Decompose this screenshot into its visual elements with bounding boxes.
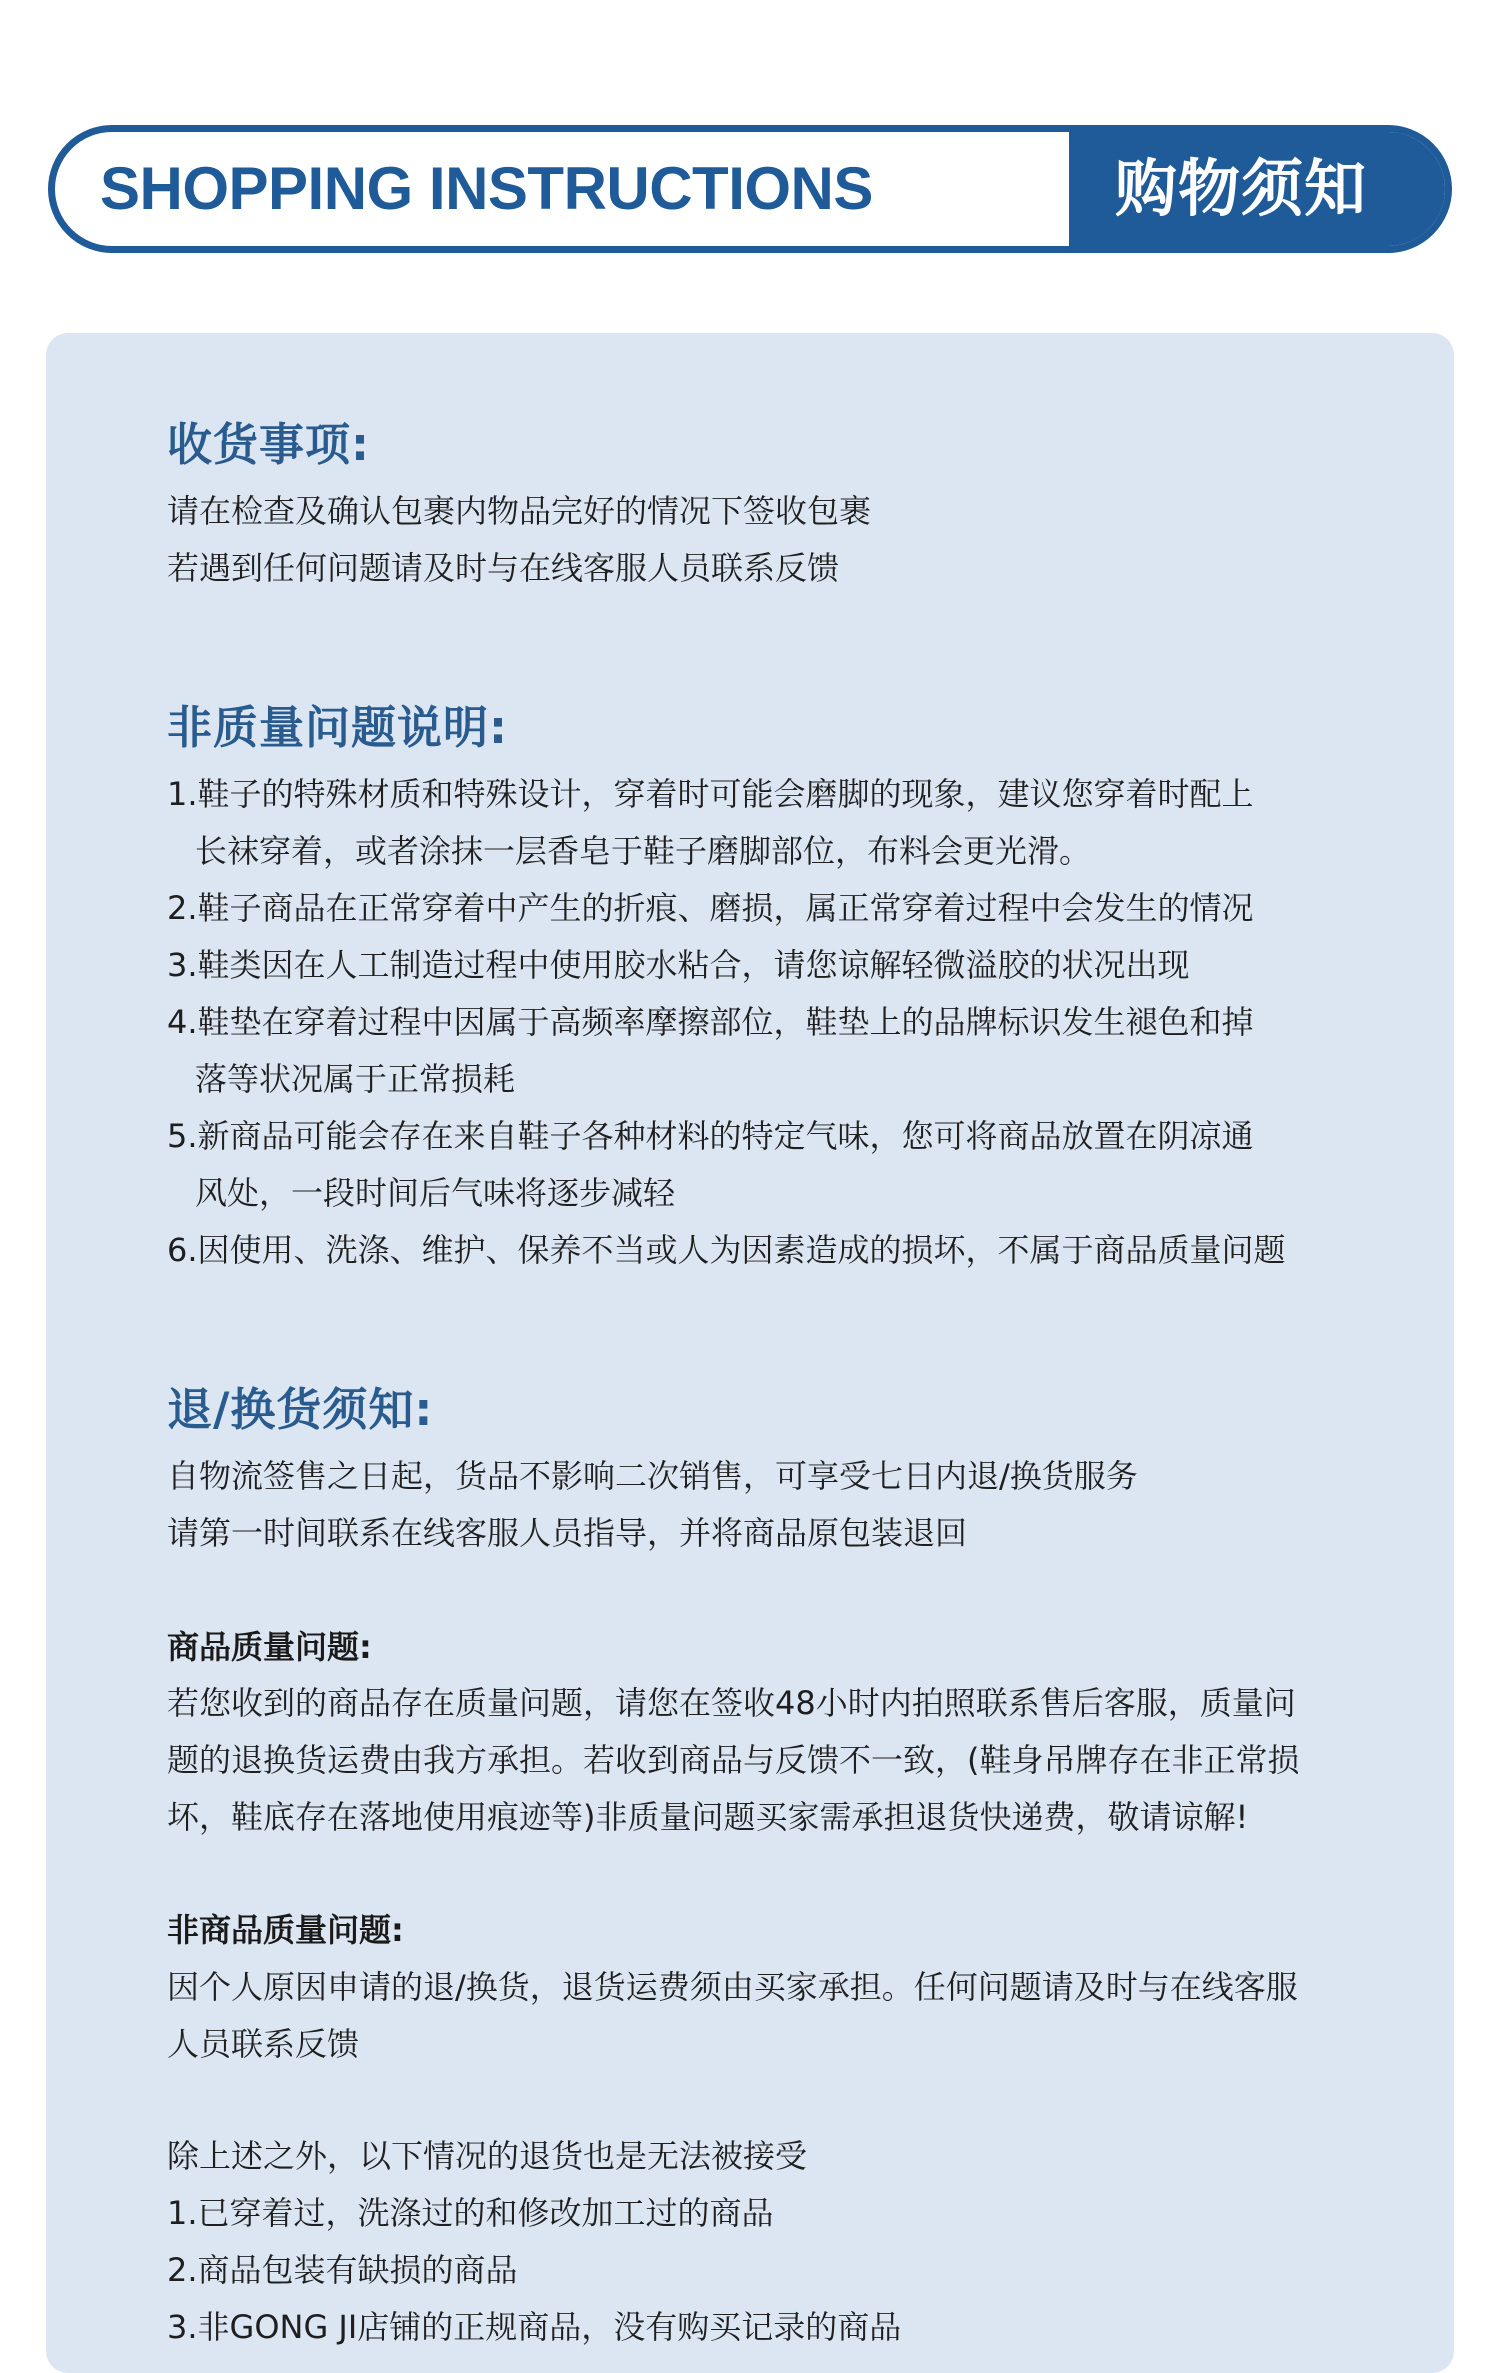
non-quality-line: 落等状况属于正常损耗 [195,1060,516,1098]
quality-issue-line: 若您收到的商品存在质量问题，请您在签收48小时内拍照联系售后客服，质量问 [167,1684,1296,1722]
non-quality-line: 1.鞋子的特殊材质和特殊设计，穿着时可能会磨脚的现象，建议您穿着时配上 [167,775,1254,813]
exceptions-line: 2.商品包装有缺损的商品 [167,2251,518,2289]
exceptions-line: 3.非GONG JI店铺的正规商品，没有购买记录的商品 [167,2308,902,2346]
non-quality-line: 6.因使用、洗涤、维护、保养不当或人为因素造成的损坏，不属于商品质量问题 [167,1231,1286,1269]
exceptions-line: 1.已穿着过，洗涤过的和修改加工过的商品 [167,2194,774,2232]
non-quality-issue-line: 人员联系反馈 [167,2025,360,2063]
non-quality-line: 4.鞋垫在穿着过程中因属于高频率摩擦部位，鞋垫上的品牌标识发生褪色和掉 [167,1003,1254,1041]
non-quality-title: 非质量问题说明: [167,701,508,754]
returns-title: 退/换货须知: [167,1383,434,1436]
quality-issue-line: 题的退换货运费由我方承担。若收到商品与反馈不一致，(鞋身吊牌存在非正常损 [167,1741,1300,1779]
banner-cn-box [1069,132,1445,246]
banner-title-cn: 购物须知 [1115,152,1368,225]
quality-issue-line: 坏，鞋底存在落地使用痕迹等)非质量问题买家需承担退货快递费，敬请谅解! [167,1798,1249,1836]
non-quality-issue-title: 非商品质量问题: [167,1911,404,1949]
non-quality-line: 风处，一段时间后气味将逐步减轻 [195,1174,676,1212]
exceptions-line: 除上述之外，以下情况的退货也是无法被接受 [167,2137,808,2175]
instructions-panel [46,333,1454,2373]
receipt-line: 若遇到任何问题请及时与在线客服人员联系反馈 [167,549,840,587]
receipt-line: 请在检查及确认包裹内物品完好的情况下签收包裹 [167,492,872,530]
non-quality-issue-line: 因个人原因申请的退/换货，退货运费须由买家承担。任何问题请及时与在线客服 [167,1968,1298,2006]
returns-line: 自物流签售之日起，货品不影响二次销售，可享受七日内退/换货服务 [167,1457,1138,1495]
quality-issue-title: 商品质量问题: [167,1628,372,1666]
banner-title-en: SHOPPING INSTRUCTIONS [100,155,873,222]
shopping-instructions-banner [48,125,1452,253]
non-quality-line: 5.新商品可能会存在来自鞋子各种材料的特定气味，您可将商品放置在阴凉通 [167,1117,1254,1155]
non-quality-line: 3.鞋类因在人工制造过程中使用胶水粘合，请您谅解轻微溢胶的状况出现 [167,946,1190,984]
non-quality-line: 长袜穿着，或者涂抹一层香皂于鞋子磨脚部位，布料会更光滑。 [195,832,1092,870]
receipt-title: 收货事项: [167,418,370,471]
returns-line: 请第一时间联系在线客服人员指导，并将商品原包装退回 [167,1514,968,1552]
non-quality-line: 2.鞋子商品在正常穿着中产生的折痕、磨损，属正常穿着过程中会发生的情况 [167,889,1254,927]
